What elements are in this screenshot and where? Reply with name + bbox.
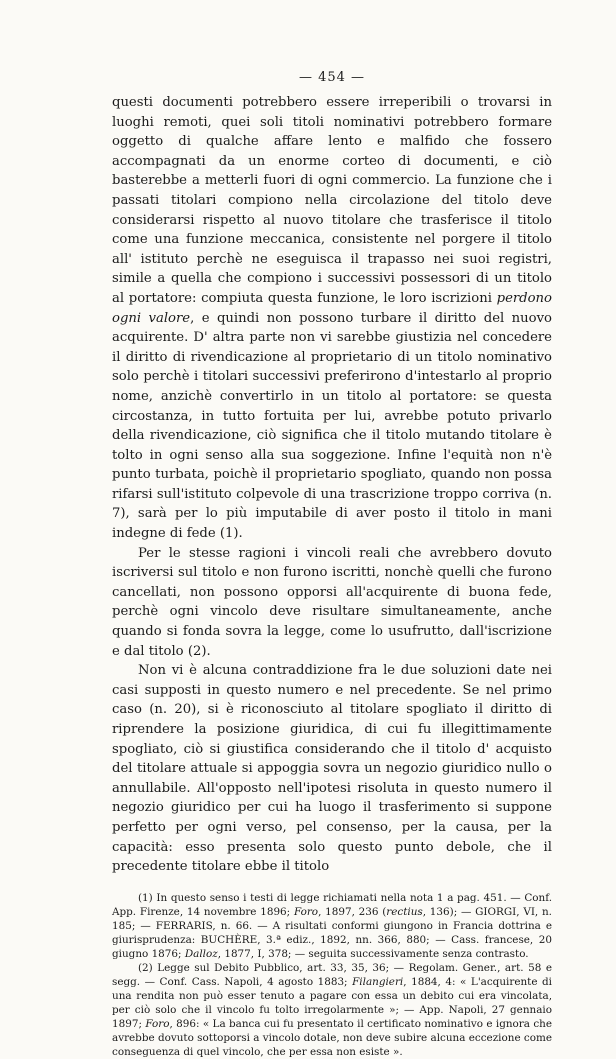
paragraph-2	[112, 544, 552, 662]
page-number: — 454 —	[298, 70, 366, 85]
footnotes	[112, 891, 552, 1059]
italic-text: perdono ogni valore	[112, 290, 552, 326]
text-run: , 1897, 236 (	[318, 905, 387, 918]
italic-text: Foro	[293, 905, 319, 918]
paragraph-1	[112, 93, 552, 544]
text-run: questi documenti potrebbero essere irreperibili o trovarsi in luoghi remoti, quei soli titoli nominativi potrebbero formare oggetto di qualche affare lento e malfido che fossero accompagnati da un enorme corteo di documenti, e ciò basterebbe a metterli fuori di ogni commercio. La funzione che i passati titolari compiono nella circolazione del titolo deve considerarsi rispetto al nuovo titolare che trasferisce il titolo come una funzione meccanica, consistente nel porgere il titolo all' istituto perchè ne eseguisca il trapasso nei suoi registri, simile a quella che compiono i successivi possessori di un titolo al portatore: compiuta questa funzione, le loro iscrizioni	[112, 95, 552, 306]
text-run: Non vi è alcuna contraddizione fra le due soluzioni date nei casi supposti in questo numero e nel precedente. Se nel primo caso (n. 20), si è riconosciuto al titolare spogliato il diritto di riprendere la posizione giuridica, di cui fu illegittimamente spogliato, ciò si giustifica considerando che il titolo d' acquisto del titolare attuale si appoggia sovra un negozio giuridico nullo o annullabile. All'opposto nell'ipotesi risoluta in questo numero il negozio giuridico per cui ha luogo il trasferimento si suppone perfetto per ogni verso, pel consenso, per la causa, per la capacità: esso presenta solo questo punto debole, che il precedente titolare ebbe il titolo	[112, 663, 552, 875]
body-text	[112, 93, 552, 877]
text-run: , 896: « La banca cui fu presentato il certificato nominativo e ignora che avrebbe dovuto sottoporsi a vincolo dotale, non deve subire alcuna eccezione come conseguenza di quel vincolo, che per essa non esiste ».	[112, 1017, 553, 1058]
footnote-1	[112, 891, 552, 961]
italic-text: rectius	[386, 905, 423, 918]
text-run: Per le stesse ragioni i vincoli reali che avrebbero dovuto iscriversi sul titolo e non furono iscritti, nonchè quelli che furono cancellati, non possono opporsi all'acquirente di buona fede, perchè ogni vincolo deve risultare simultaneamente, anche quando si fonda sovra la legge, come lo usufrutto, dall'iscrizione e dal titolo (2).	[112, 545, 552, 659]
text-run: , 1877, I, 378; — seguita successivamente senza contrasto.	[217, 947, 529, 960]
text-run: , 1884, 4: « L'acquirente di una rendita non può esser tenuto a pagare con essa un debito cui era vincolata, per ciò solo che il vincolo fu tolto irregolarmente »; — App. Napoli, 27 gennaio 1897;	[112, 975, 552, 1030]
footnote-2	[112, 961, 552, 1059]
paragraph-3	[112, 661, 552, 877]
italic-text: Foro	[145, 1017, 170, 1030]
text-run: , 136); — GIORGI, VI, n. 185; — FERRARIS, n. 66. — A risultati conformi giungono in Francia dottrina e giurisprudenza: BUCHÈRE, 3.ª ediz., 1892, nn. 366, 880; — Cass. francese, 20 giugno 1876;	[112, 905, 552, 960]
text-run: (2) Legge sul Debito Pubblico, art. 33, 35, 36; — Regolam. Gener., art. 58 e segg. — Conf. Cass. Napoli, 4 agosto 1883;	[112, 961, 552, 988]
italic-text: Dalloz	[184, 947, 218, 960]
text-run: , e quindi non possono turbare il diritto del nuovo acquirente. D' altra parte non vi sarebbe giustizia nel concedere il diritto di rivendicazione al proprietario di un titolo nominativo solo perchè i titolari successivi preferirono d'intestarlo al proprio nome, anzichè convertirlo in un titolo al portatore: se questa circostanza, in tutto fortuita per lui, avrebbe potuto privarlo della rivendicazione, ciò significa che il titolo mutando titolare è tolto in ogni senso alla sua soggezione. Infine l'equità non n'è punto turbata, poichè il proprietario spogliato, quando non possa rifarsi sull'istituto colpevole di una trascrizione troppo corriva (n. 7), sarà per lo più imputabile di aver posto il titolo in mani indegne di fede (1).	[112, 310, 552, 542]
italic-text: Filangieri	[352, 975, 404, 988]
text-run: (1) In questo senso i testi di legge richiamati nella nota 1 a pag. 451. — Conf. App. Firenze, 14 novembre 1896;	[112, 891, 552, 918]
